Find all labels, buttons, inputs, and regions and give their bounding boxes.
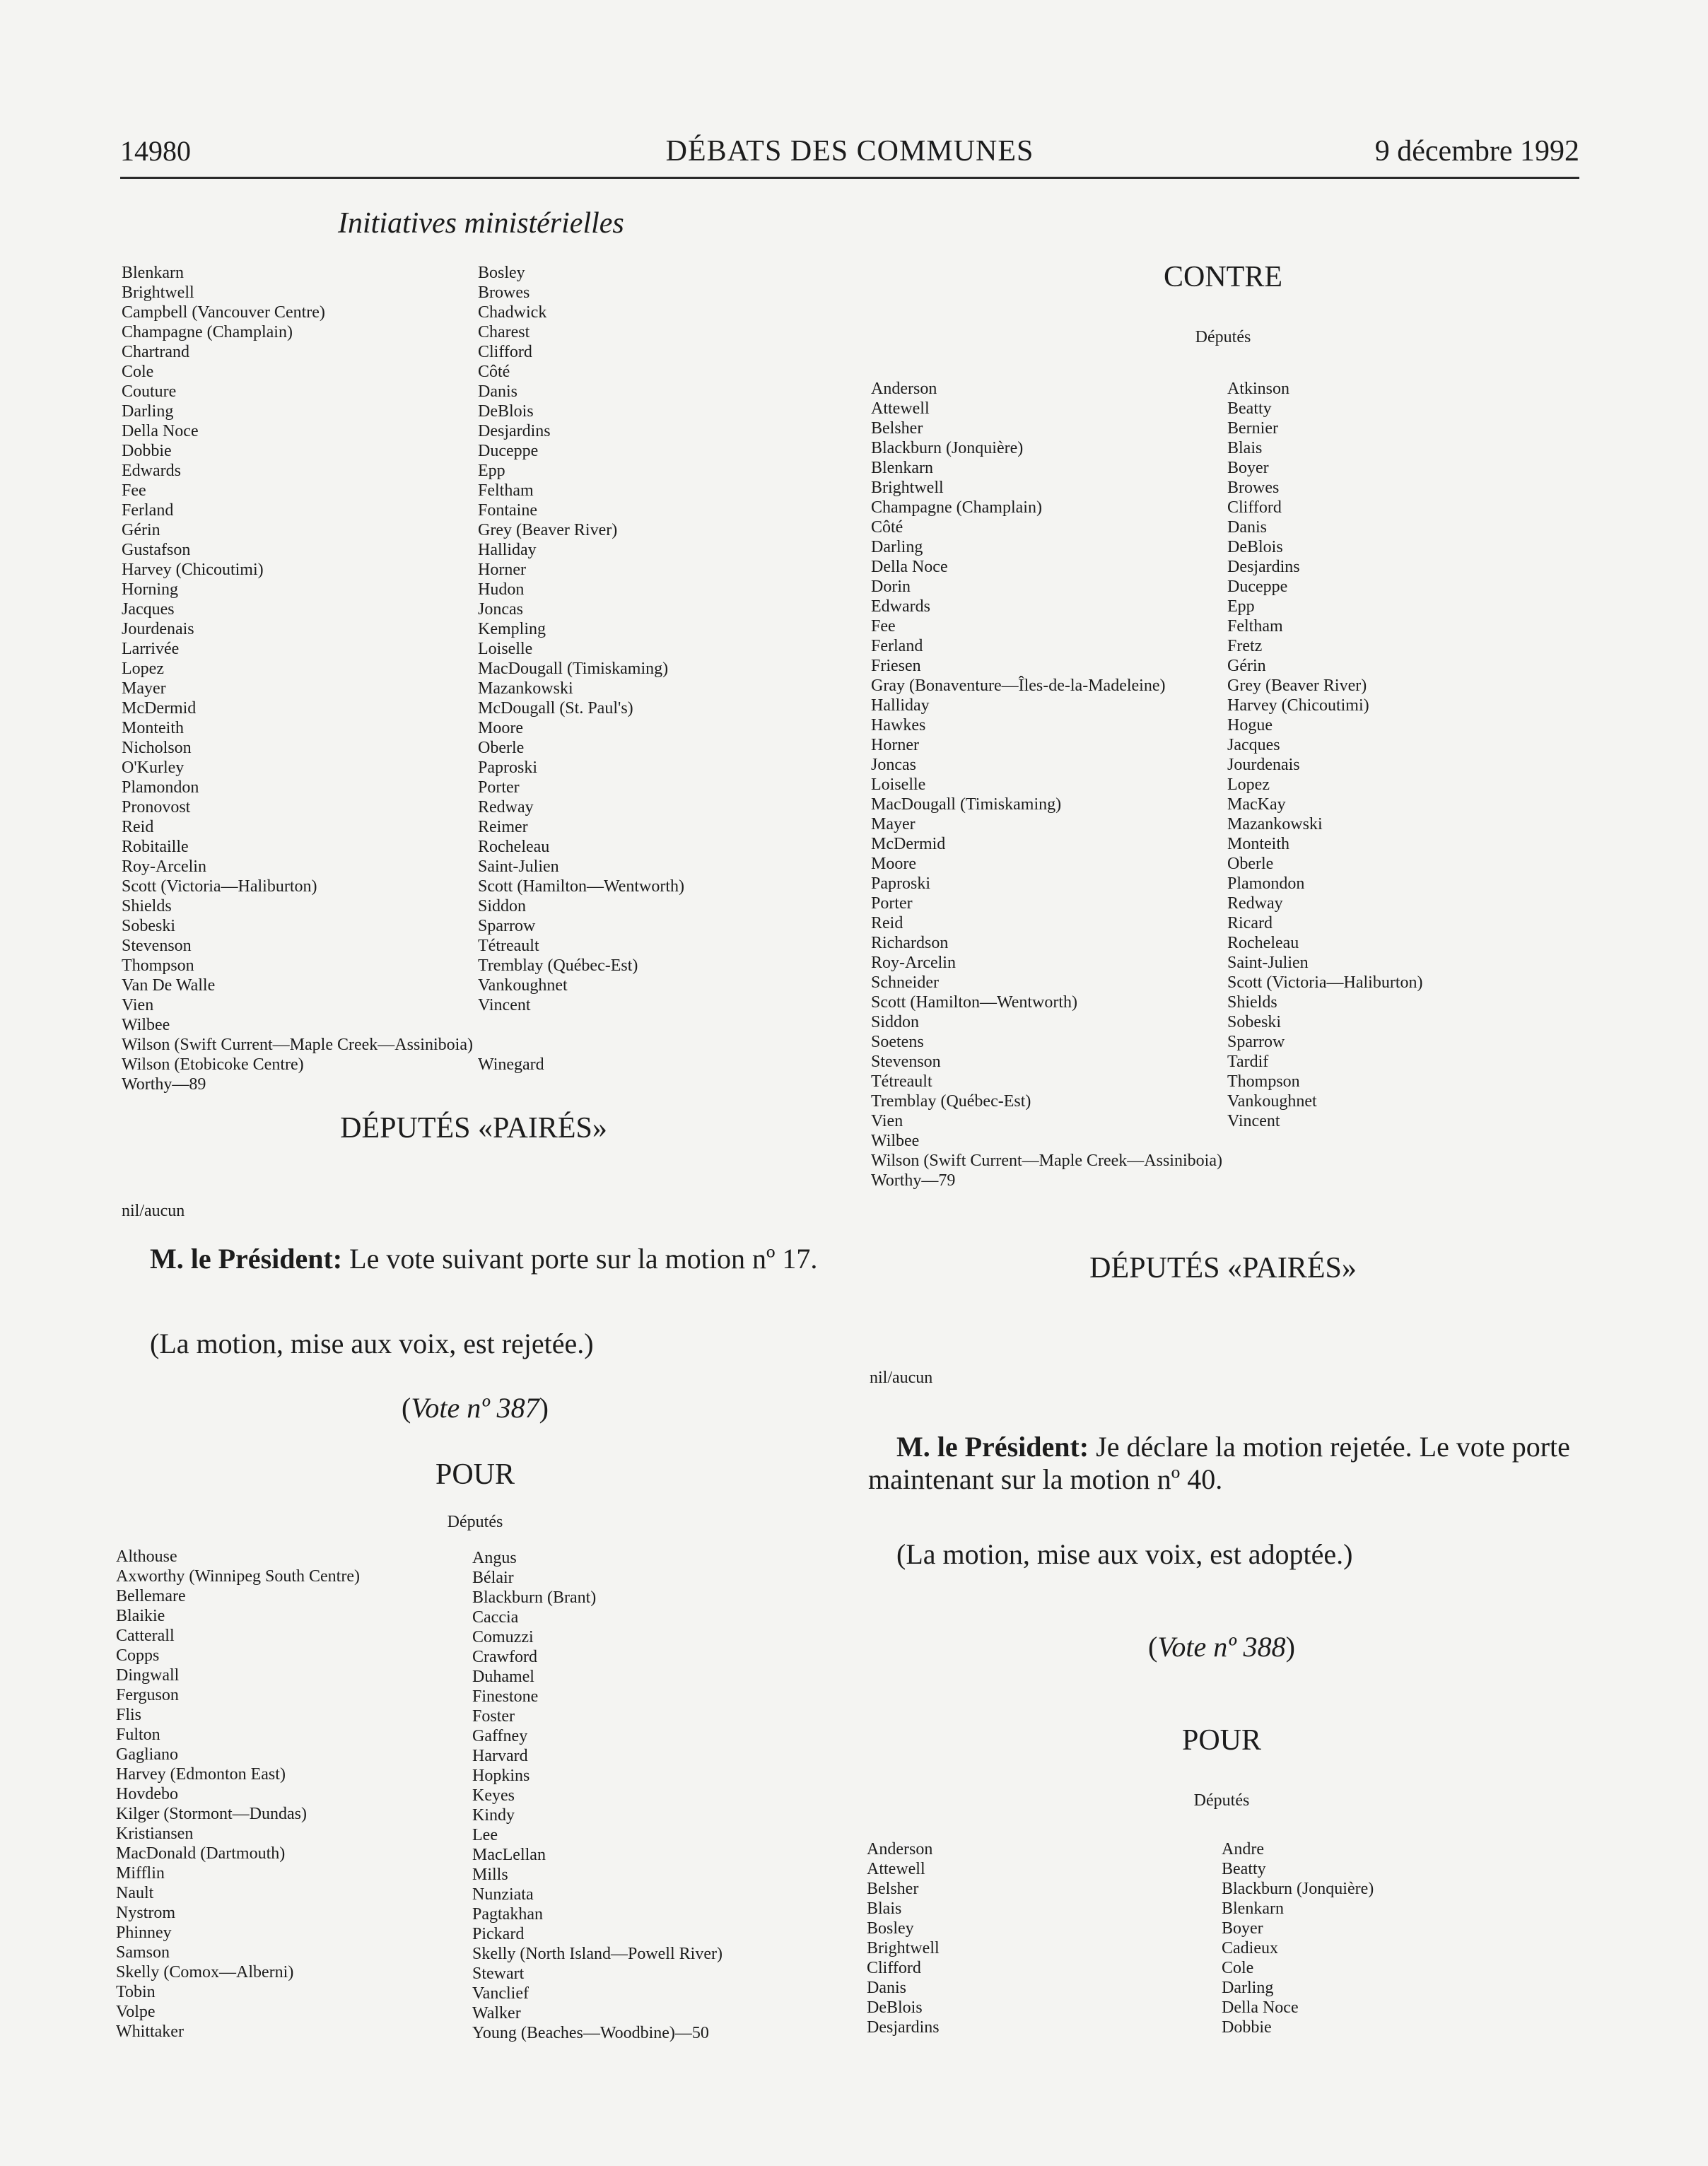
- member-name: Bernier: [1227, 419, 1278, 438]
- member-name: Rocheleau: [1227, 934, 1299, 952]
- member-name: Wilbee: [122, 1016, 170, 1034]
- member-name: Boyer: [1227, 459, 1269, 477]
- member-name: Tobin: [116, 1983, 156, 2001]
- member-name: Samson: [116, 1943, 170, 1962]
- member-name: MacDougall (Timiskaming): [871, 795, 1062, 814]
- page-number: 14980: [120, 135, 191, 167]
- member-name: Catterall: [116, 1627, 175, 1645]
- member-name: Shields: [1227, 993, 1277, 1012]
- member-name: Charest: [478, 323, 530, 341]
- member-name: McDermid: [122, 699, 197, 718]
- member-name: MacKay: [1227, 795, 1286, 814]
- member-name: Hawkes: [871, 716, 926, 734]
- contre-subheading: Députés: [1195, 328, 1251, 346]
- member-name: Siddon: [478, 897, 527, 915]
- member-name: Monteith: [122, 719, 184, 737]
- member-name: Mazankowski: [1227, 815, 1323, 833]
- member-name: Redway: [478, 798, 534, 816]
- member-name: Thompson: [1227, 1072, 1300, 1091]
- member-name: Horning: [122, 580, 178, 599]
- member-name: Pagtakhan: [472, 1905, 543, 1924]
- member-name: Foster: [472, 1707, 515, 1726]
- vote-num: 388: [1243, 1631, 1286, 1663]
- member-name: Gaffney: [472, 1727, 528, 1745]
- member-name: Blenkarn: [871, 459, 933, 477]
- member-name: Skelly (North Island—Powell River): [472, 1945, 723, 1963]
- member-name: Stevenson: [871, 1053, 941, 1071]
- member-name: Blenkarn: [122, 264, 184, 282]
- member-name: Reid: [871, 914, 903, 932]
- member-name: Blackburn (Jonquière): [871, 439, 1024, 457]
- vote-list-col2: [478, 263, 684, 1075]
- member-name: Sparrow: [478, 917, 536, 935]
- publication-date: 9 décembre 1992: [1374, 135, 1579, 168]
- member-name: Young (Beaches—Woodbine)—50: [472, 2024, 709, 2042]
- member-name: Beatty: [1222, 1860, 1266, 1878]
- member-name: Gustafson: [122, 541, 191, 559]
- member-name: Hopkins: [472, 1767, 530, 1785]
- member-name: Hogue: [1227, 716, 1273, 734]
- member-name: Loiselle: [478, 640, 533, 658]
- member-name: Della Noce: [871, 558, 948, 576]
- member-name: Sobeski: [1227, 1013, 1282, 1031]
- member-name: Blackburn (Jonquière): [1222, 1880, 1374, 1898]
- member-name: Axworthy (Winnipeg South Centre): [116, 1567, 360, 1586]
- member-name: Attewell: [871, 399, 930, 418]
- member-name: Fee: [871, 617, 896, 636]
- member-name: Della Noce: [122, 422, 199, 440]
- member-name: Andre: [1222, 1840, 1264, 1858]
- member-name: Angus: [472, 1549, 517, 1567]
- member-name: Tétreault: [478, 937, 539, 955]
- member-name: Browes: [1227, 479, 1280, 497]
- member-name: Fee: [122, 481, 146, 500]
- member-name: Duceppe: [478, 442, 539, 460]
- member-name: Tremblay (Québec-Est): [871, 1092, 1031, 1111]
- member-name: Kristiansen: [116, 1825, 194, 1843]
- member-name: Vincent: [1227, 1112, 1280, 1130]
- member-name: Harvey (Chicoutimi): [1227, 696, 1369, 715]
- member-name: Dingwall: [116, 1666, 180, 1685]
- member-name: Wilson (Etobicoke Centre): [122, 1055, 304, 1074]
- member-name: Duceppe: [1227, 578, 1288, 596]
- member-name: DeBlois: [1227, 538, 1283, 556]
- member-name: Kindy: [472, 1806, 515, 1825]
- member-name: Gérin: [1227, 657, 1266, 675]
- member-name: Danis: [1227, 518, 1267, 537]
- member-name: McDermid: [871, 835, 946, 853]
- member-name: Danis: [478, 382, 517, 401]
- member-name: Vincent: [478, 996, 531, 1014]
- speaker-paragraph-right: [868, 1431, 1596, 1496]
- member-name: Grey (Beaver River): [1227, 677, 1367, 695]
- member-name: Harvey (Edmonton East): [116, 1765, 286, 1784]
- member-name: Porter: [871, 894, 913, 913]
- member-name: Tétreault: [871, 1072, 932, 1091]
- member-name: Desjardins: [1227, 558, 1300, 576]
- member-name: Comuzzi: [472, 1628, 534, 1646]
- member-name: Moore: [871, 855, 916, 873]
- member-name: Epp: [1227, 597, 1255, 616]
- member-name: Feltham: [478, 481, 534, 500]
- member-name: Hudon: [478, 580, 525, 599]
- speaker-name: M. le Président:: [896, 1431, 1089, 1463]
- member-name: Desjardins: [867, 2018, 940, 2037]
- pour-list-left-col1: [116, 1547, 360, 2042]
- member-name: Vien: [122, 996, 154, 1014]
- member-name: Della Noce: [1222, 1998, 1299, 2017]
- member-name: MacDonald (Dartmouth): [116, 1844, 286, 1863]
- member-name: Clifford: [478, 343, 532, 361]
- contre-heading: CONTRE: [1164, 261, 1282, 293]
- member-name: Reimer: [478, 818, 528, 836]
- member-name: Van De Walle: [122, 976, 216, 995]
- member-name: Belsher: [871, 419, 923, 438]
- member-name: Nunziata: [472, 1885, 534, 1904]
- member-name: Epp: [478, 462, 505, 480]
- member-name: Flis: [116, 1706, 142, 1724]
- publication-title: DÉBATS DES COMMUNES: [665, 135, 1034, 168]
- member-name: Winegard: [478, 1055, 544, 1074]
- member-name: Oberle: [478, 739, 525, 757]
- member-name: Wilson (Swift Current—Maple Creek—Assiniboia): [871, 1152, 1222, 1170]
- speaker-paragraph-left: [122, 1243, 850, 1275]
- member-name: MacLellan: [472, 1846, 546, 1864]
- member-name: Hovdebo: [116, 1785, 178, 1803]
- member-name: Harvey (Chicoutimi): [122, 561, 264, 579]
- contre-list-col1: [871, 379, 1222, 1190]
- member-name: Loiselle: [871, 775, 926, 794]
- member-name: Champagne (Champlain): [871, 498, 1042, 517]
- member-name: Dorin: [871, 578, 911, 596]
- member-name: Dobbie: [1222, 2018, 1272, 2037]
- member-name: Bélair: [472, 1569, 514, 1587]
- member-name: Mayer: [871, 815, 916, 833]
- member-name: Wilbee: [871, 1132, 920, 1150]
- member-name: Darling: [871, 538, 923, 556]
- member-name: Mazankowski: [478, 679, 573, 698]
- member-name: Gagliano: [116, 1745, 178, 1764]
- member-name: Volpe: [116, 2003, 156, 2021]
- member-name: Roy-Arcelin: [871, 954, 956, 972]
- member-name: Brightwell: [122, 283, 194, 302]
- member-name: Stewart: [472, 1965, 525, 1983]
- member-name: Lopez: [1227, 775, 1270, 794]
- pour-list-left-col2: [472, 1548, 723, 2043]
- member-name: Anderson: [867, 1840, 933, 1858]
- member-name: [478, 1035, 684, 1055]
- member-name: Ferland: [122, 501, 174, 520]
- member-name: Danis: [867, 1979, 906, 1997]
- member-name: Tardif: [1227, 1053, 1269, 1071]
- member-name: Oberle: [1227, 855, 1274, 873]
- member-name: Bosley: [478, 264, 525, 282]
- member-name: Chartrand: [122, 343, 189, 361]
- member-name: Stevenson: [122, 937, 192, 955]
- member-name: Clifford: [1227, 498, 1282, 517]
- member-name: Jacques: [1227, 736, 1280, 754]
- member-name: Finestone: [472, 1687, 539, 1706]
- member-name: Darling: [122, 402, 174, 421]
- member-name: Gérin: [122, 521, 160, 539]
- member-name: Caccia: [472, 1608, 519, 1627]
- member-name: Scott (Hamilton—Wentworth): [478, 877, 685, 896]
- member-name: Desjardins: [478, 422, 551, 440]
- member-name: Harvard: [472, 1747, 528, 1765]
- member-name: Vankoughnet: [478, 976, 568, 995]
- member-name: Thompson: [122, 956, 194, 975]
- member-name: Horner: [871, 736, 919, 754]
- member-name: Phinney: [116, 1924, 172, 1942]
- member-name: Saint-Julien: [478, 857, 559, 876]
- member-name: Halliday: [478, 541, 537, 559]
- member-name: Sobeski: [122, 917, 176, 935]
- member-name: Whittaker: [116, 2022, 184, 2041]
- member-name: Ferland: [871, 637, 923, 655]
- member-name: Belsher: [867, 1880, 919, 1898]
- member-name: Rocheleau: [478, 838, 550, 856]
- member-name: Couture: [122, 382, 177, 401]
- member-name: Boyer: [1222, 1919, 1263, 1938]
- vote-number-right: (Vote nº 388): [1148, 1631, 1295, 1663]
- member-name: Anderson: [871, 380, 937, 398]
- member-name: Mills: [472, 1866, 508, 1884]
- member-name: Lee: [472, 1826, 498, 1844]
- member-name: Roy-Arcelin: [122, 857, 206, 876]
- member-name: Atkinson: [1227, 380, 1290, 398]
- member-name: Walker: [472, 2004, 521, 2022]
- member-name: Kilger (Stormont—Dundas): [116, 1805, 307, 1823]
- member-name: Copps: [116, 1646, 160, 1665]
- member-name: [478, 1015, 684, 1035]
- member-name: Saint-Julien: [1227, 954, 1309, 972]
- member-name: DeBlois: [867, 1998, 923, 2017]
- member-name: Redway: [1227, 894, 1283, 913]
- member-name: Paproski: [478, 759, 537, 777]
- member-name: Worthy—89: [122, 1075, 206, 1094]
- member-name: Vien: [871, 1112, 903, 1130]
- member-name: Duhamel: [472, 1668, 534, 1686]
- member-name: Fulton: [116, 1726, 160, 1744]
- member-name: Fontaine: [478, 501, 537, 520]
- member-name: Feltham: [1227, 617, 1283, 636]
- pour-list-right-col1: [867, 1839, 940, 2037]
- member-name: Jourdenais: [1227, 756, 1300, 774]
- pour-heading-left: POUR: [435, 1458, 515, 1491]
- member-name: Gray (Bonaventure—Îles-de-la-Madeleine): [871, 677, 1166, 695]
- member-name: Brightwell: [871, 479, 944, 497]
- motion-result-right: (La motion, mise aux voix, est adoptée.): [896, 1538, 1353, 1570]
- motion-result-left: (La motion, mise aux voix, est rejetée.): [150, 1328, 594, 1359]
- member-name: Edwards: [871, 597, 930, 616]
- member-name: Jourdenais: [122, 620, 194, 638]
- member-name: Mayer: [122, 679, 166, 698]
- pour-list-right-col2: [1222, 1839, 1374, 2037]
- paired-note-left: nil/aucun: [122, 1202, 185, 1220]
- member-name: Cole: [122, 363, 154, 381]
- member-name: Porter: [478, 778, 520, 797]
- member-name: Browes: [478, 283, 530, 302]
- member-name: Nault: [116, 1884, 154, 1902]
- member-name: Crawford: [472, 1648, 537, 1666]
- member-name: Chadwick: [478, 303, 547, 322]
- member-name: Grey (Beaver River): [478, 521, 618, 539]
- member-name: DeBlois: [478, 402, 534, 421]
- member-name: Blais: [867, 1899, 902, 1918]
- member-name: Lopez: [122, 660, 164, 678]
- member-name: Vanclief: [472, 1984, 529, 2003]
- member-name: Scott (Hamilton—Wentworth): [871, 993, 1078, 1012]
- speaker-text: Le vote suivant porte sur la motion nº 17.: [349, 1243, 818, 1275]
- member-name: Moore: [478, 719, 523, 737]
- pour-subheading-right: Députés: [1193, 1791, 1250, 1810]
- paired-heading-left: DÉPUTÉS «PAIRÉS»: [340, 1112, 607, 1145]
- member-name: Horner: [478, 561, 526, 579]
- member-name: Larrivée: [122, 640, 180, 658]
- speaker-text: Je déclare la motion rejetée. Le vote porte maintenant sur la motion nº 40.: [868, 1431, 1570, 1495]
- member-name: Robitaille: [122, 838, 189, 856]
- member-name: Skelly (Comox—Alberni): [116, 1963, 294, 1981]
- member-name: Vankoughnet: [1227, 1092, 1317, 1111]
- member-name: Pickard: [472, 1925, 525, 1943]
- vote-prefix: Vote nº: [1157, 1631, 1244, 1663]
- member-name: Clifford: [867, 1959, 921, 1977]
- member-name: Tremblay (Québec-Est): [478, 956, 638, 975]
- section-title: Initiatives ministérielles: [338, 207, 624, 240]
- member-name: Mifflin: [116, 1864, 165, 1883]
- member-name: Bellemare: [116, 1587, 186, 1605]
- member-name: MacDougall (Timiskaming): [478, 660, 669, 678]
- member-name: Wilson (Swift Current—Maple Creek—Assiniboia): [122, 1036, 473, 1054]
- vote-prefix: Vote nº: [411, 1392, 497, 1424]
- vote-list-col1: [122, 263, 473, 1094]
- page-header: [120, 134, 1579, 179]
- member-name: Campbell (Vancouver Centre): [122, 303, 325, 322]
- speaker-name: M. le Président:: [150, 1243, 343, 1275]
- member-name: Richardson: [871, 934, 949, 952]
- member-name: Beatty: [1227, 399, 1272, 418]
- member-name: Ricard: [1227, 914, 1273, 932]
- contre-list-col2: [1227, 379, 1423, 1131]
- member-name: Shields: [122, 897, 172, 915]
- pour-subheading-left: Députés: [447, 1513, 503, 1531]
- member-name: Fretz: [1227, 637, 1263, 655]
- member-name: Halliday: [871, 696, 930, 715]
- vote-num: 387: [496, 1392, 539, 1424]
- paired-note-right: nil/aucun: [870, 1369, 933, 1387]
- member-name: Joncas: [478, 600, 523, 619]
- member-name: Scott (Victoria—Haliburton): [122, 877, 317, 896]
- member-name: Althouse: [116, 1547, 177, 1566]
- member-name: Sparrow: [1227, 1033, 1285, 1051]
- member-name: Darling: [1222, 1979, 1274, 1997]
- member-name: Plamondon: [122, 778, 199, 797]
- member-name: Monteith: [1227, 835, 1289, 853]
- member-name: Nicholson: [122, 739, 192, 757]
- member-name: Joncas: [871, 756, 916, 774]
- member-name: Friesen: [871, 657, 921, 675]
- paired-heading-right: DÉPUTÉS «PAIRÉS»: [1089, 1252, 1357, 1284]
- member-name: O'Kurley: [122, 759, 185, 777]
- member-name: Brightwell: [867, 1939, 940, 1957]
- member-name: Worthy—79: [871, 1171, 956, 1190]
- pour-heading-right: POUR: [1181, 1724, 1262, 1757]
- member-name: Kempling: [478, 620, 546, 638]
- member-name: Côté: [871, 518, 903, 537]
- member-name: Scott (Victoria—Haliburton): [1227, 973, 1423, 992]
- member-name: Blenkarn: [1222, 1899, 1284, 1918]
- member-name: Cadieux: [1222, 1939, 1278, 1957]
- vote-number-left: (Vote nº 387): [402, 1392, 549, 1424]
- member-name: Côté: [478, 363, 510, 381]
- member-name: Schneider: [871, 973, 939, 992]
- member-name: Siddon: [871, 1013, 920, 1031]
- member-name: Keyes: [472, 1786, 515, 1805]
- member-name: Dobbie: [122, 442, 172, 460]
- member-name: Champagne (Champlain): [122, 323, 293, 341]
- member-name: Blackburn (Brant): [472, 1588, 597, 1607]
- member-name: Ferguson: [116, 1686, 179, 1704]
- member-name: Bosley: [867, 1919, 914, 1938]
- member-name: Attewell: [867, 1860, 925, 1878]
- member-name: Paproski: [871, 874, 930, 893]
- member-name: Nystrom: [116, 1904, 175, 1922]
- member-name: Soetens: [871, 1033, 924, 1051]
- member-name: Pronovost: [122, 798, 191, 816]
- member-name: McDougall (St. Paul's): [478, 699, 633, 718]
- member-name: Edwards: [122, 462, 181, 480]
- member-name: Jacques: [122, 600, 175, 619]
- member-name: Blais: [1227, 439, 1263, 457]
- member-name: Blaikie: [116, 1607, 165, 1625]
- member-name: Cole: [1222, 1959, 1254, 1977]
- member-name: Plamondon: [1227, 874, 1305, 893]
- member-name: Reid: [122, 818, 154, 836]
